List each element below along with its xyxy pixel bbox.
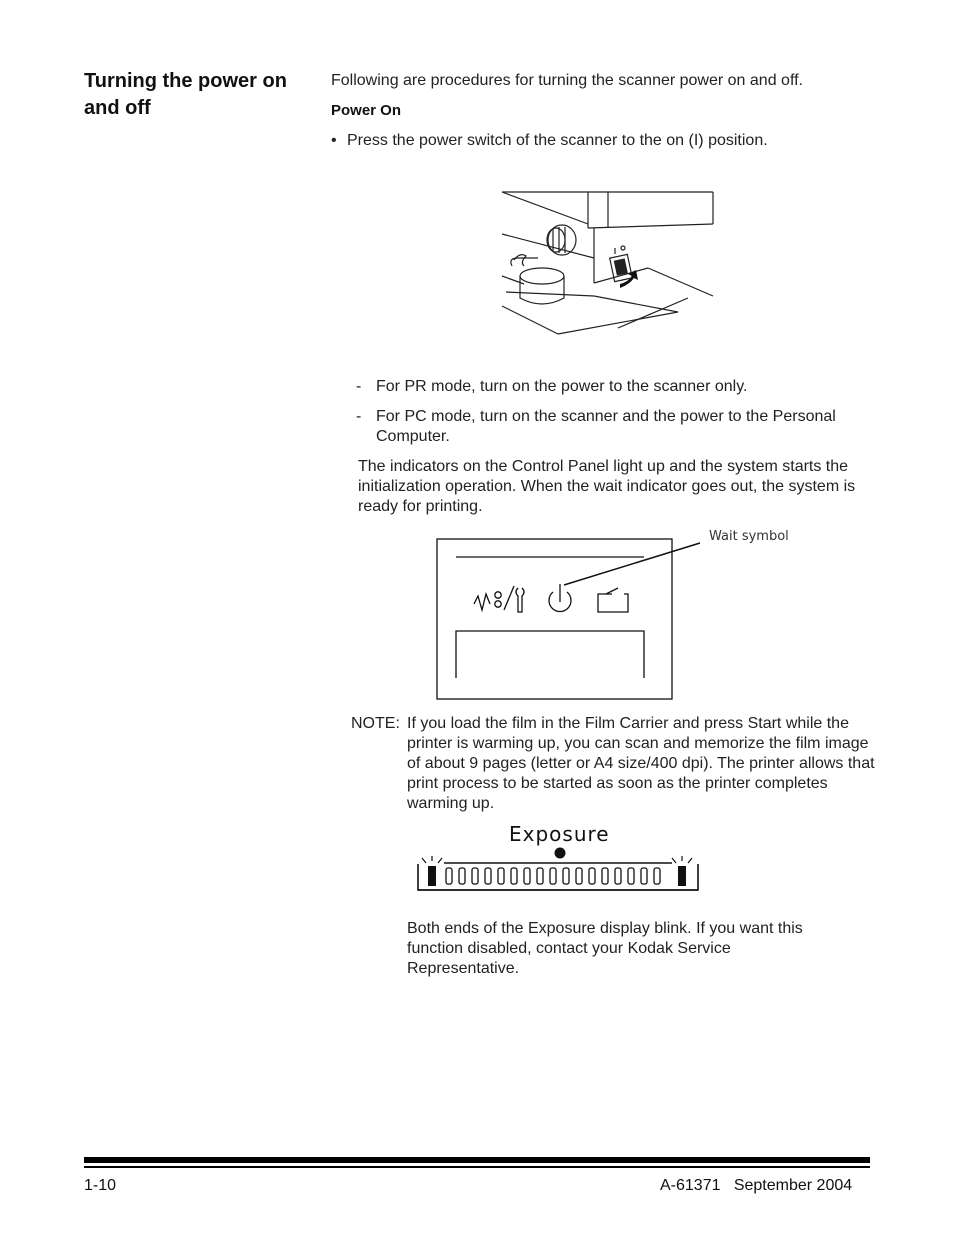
dash-mark: -: [356, 408, 362, 425]
bullet-text: Press the power switch of the scanner to the on (I) position.: [347, 132, 768, 149]
note-text: If you load the film in the Film Carrier and press Start while the printer is warming up, you can scan and memorize the film image of about 9 pages (letter or A4 size/400 dpi). The printer allows that print process to be started as soon as the printer completes warming up.: [407, 715, 875, 812]
exposure-display-illustration: [414, 846, 702, 898]
cover-icon: [598, 594, 628, 612]
service-icon: [474, 594, 490, 610]
wait-symbol-callout: Wait symbol: [709, 529, 789, 544]
bullet-mark: •: [331, 132, 337, 149]
mode-item-text: For PR mode, turn on the power to the scanner only.: [376, 378, 748, 395]
intro-paragraph: Following are procedures for turning the scanner power on and off.: [331, 72, 803, 89]
mode-item-text: For PC mode, turn on the scanner and the power to the Personal Computer.: [376, 408, 836, 445]
dash-mark: -: [356, 378, 362, 395]
indicator-paragraph: The indicators on the Control Panel light up and the system starts the initialization operation. When the wait indicator goes out, the system is ready for printing.: [358, 458, 856, 515]
page-number: 1-10: [84, 1177, 117, 1194]
control-panel-illustration: [436, 538, 676, 702]
document-info: A-61371 September 2004: [660, 1177, 853, 1194]
footer-rule-thin: [84, 1166, 870, 1168]
power-on-heading: Power On: [331, 102, 402, 119]
section-title: Turning the power on and off: [84, 70, 287, 119]
scanner-power-switch-illustration: [498, 188, 718, 338]
power-on-bullet: [331, 131, 891, 151]
exposure-label: Exposure: [509, 822, 610, 846]
footer-rule: [84, 1157, 870, 1163]
exposure-paragraph: Both ends of the Exposure display blink. If you want this function disabled, contact your Kodak Service Representative.: [407, 920, 803, 977]
note-label: NOTE:: [351, 715, 400, 732]
